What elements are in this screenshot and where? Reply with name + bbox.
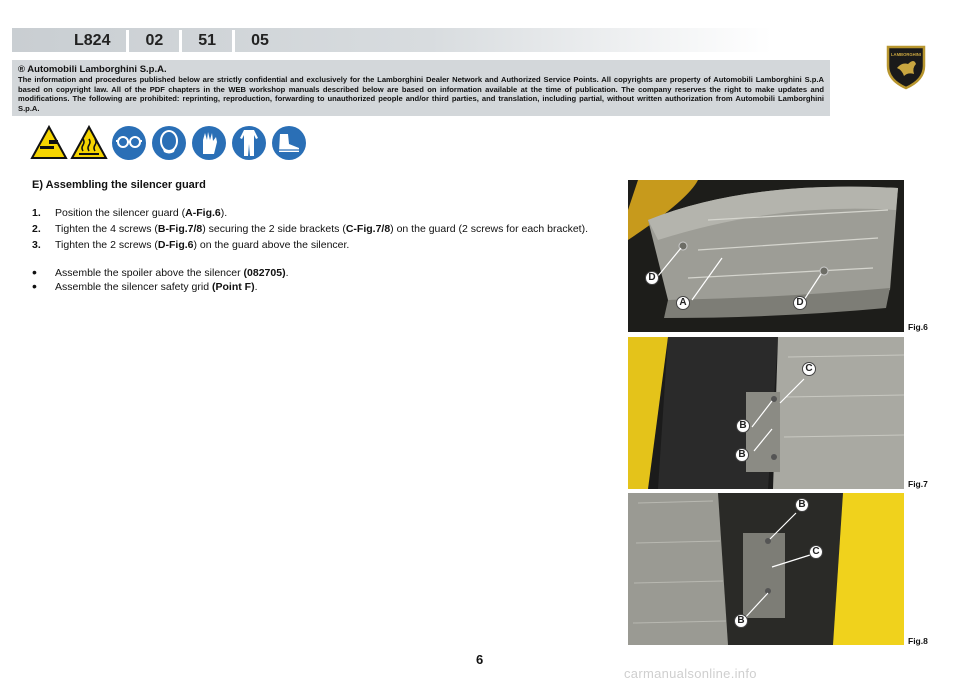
figure-7-photo <box>628 337 904 489</box>
watermark: carmanualsonline.info <box>624 666 757 681</box>
step-1: 1. Position the silencer guard (A-Fig.6). <box>32 207 228 219</box>
copyright-notice <box>12 60 830 116</box>
bullet-list <box>32 266 600 294</box>
bullet-item: • Assemble the silencer safety grid (Point F). <box>32 278 258 294</box>
notice-title: ® Automobili Lamborghini S.p.A. <box>18 64 167 75</box>
step-3: 3. Tighten the 2 screws (D-Fig.6) on the guard above the silencer. <box>32 239 350 251</box>
chapter-code: 05 <box>251 32 269 49</box>
mask-icon <box>150 124 188 162</box>
callout-b: B <box>736 419 750 433</box>
figure-6-photo <box>628 180 904 332</box>
safety-shoes-icon <box>270 124 308 162</box>
instructions <box>32 178 600 294</box>
figure-8-photo <box>628 493 904 645</box>
callout-d: D <box>645 271 659 285</box>
callout-b: B <box>735 448 749 462</box>
figure-6-label: Fig.6 <box>908 322 928 332</box>
hot-surface-warning-icon <box>70 124 108 162</box>
callout-a: A <box>676 296 690 310</box>
page-number: 6 <box>476 652 484 667</box>
callout-d: D <box>793 296 807 310</box>
callout-b: B <box>795 498 809 512</box>
figure-7-label: Fig.7 <box>908 479 928 489</box>
callout-c: C <box>809 545 823 559</box>
figure-8-label: Fig.8 <box>908 636 928 646</box>
step-2: 2. Tighten the 4 screws (B-Fig.7/8) securing the 2 side brackets (C-Fig.7/8) on the guard (2 screws for each bracket). <box>32 223 589 235</box>
section-title: E) Assembling the silencer guard <box>32 179 206 191</box>
crush-warning-icon <box>30 124 68 162</box>
notice-text: The information and procedures published below are strictly confidential and exclusively for the Lamborghini Dealer Network and Authorized Service Points. All copyrights are property of Automobili Lamborghini S.p.A based on copyright law. All of the PDF chapters in the WEB workshop manuals described below are based on information available at the time of publication. The company reserves the right to make updates and modifications. The following are prohibited: reprinting, reproduction, forwarding to unauthorized people and/or third parties, and translation, including partial, without written authorization from Automobili Lamborghini S.p.A. <box>18 75 824 113</box>
logo-lettering: LAMBORGHINI <box>890 52 922 57</box>
bullet-item: • Assemble the spoiler above the silencer (082705). <box>32 264 289 280</box>
group-code: 02 <box>145 32 164 49</box>
safety-icons <box>30 124 308 162</box>
document-codes <box>70 30 273 52</box>
gloves-icon <box>190 124 228 162</box>
callout-b: B <box>734 614 748 628</box>
overalls-icon <box>230 124 268 162</box>
callout-c: C <box>802 362 816 376</box>
lamborghini-logo <box>884 44 928 90</box>
subgroup-code: 51 <box>198 32 217 49</box>
goggles-icon <box>110 124 148 162</box>
model-code: L824 <box>74 32 111 49</box>
